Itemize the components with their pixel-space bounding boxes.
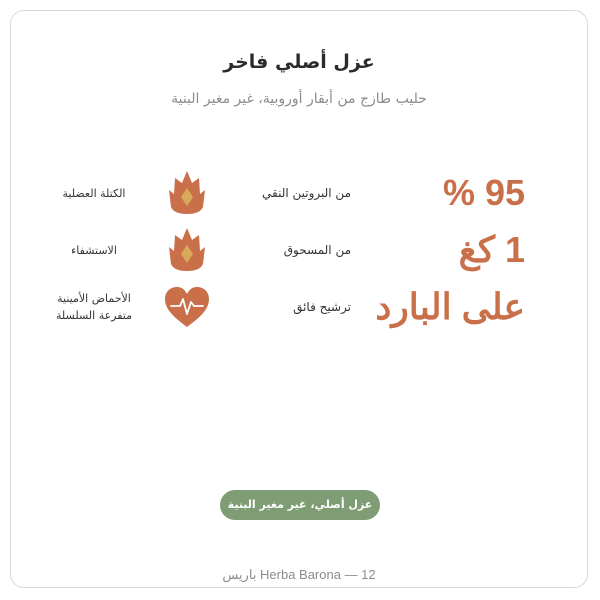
feature-value: 95 % xyxy=(442,172,525,213)
feature-benefit-line: متفرعة السلسلة xyxy=(55,309,133,322)
feature-row-powder xyxy=(11,220,589,280)
quality-badge: عزل أصلي، غير مغير البنية xyxy=(220,490,380,520)
feature-detail: من المسحوق xyxy=(283,243,351,257)
heart-pulse-icon xyxy=(161,281,213,333)
feature-detail: ترشيح فائق xyxy=(293,300,351,314)
page-subtitle: حليب طازج من أبقار أوروبية، غير مغير البنية xyxy=(171,91,427,107)
flame-icon xyxy=(161,224,213,276)
feature-detail: من البروتين النقي xyxy=(262,186,351,200)
feature-row-filtration xyxy=(11,277,589,337)
feature-benefit: الاستشفاء xyxy=(71,243,117,257)
feature-benefit xyxy=(39,277,149,337)
feature-value: 1 كغ xyxy=(458,229,525,270)
footer-text: Herba Barona — 12 باريس xyxy=(222,567,376,582)
feature-row-protein xyxy=(11,163,589,223)
feature-value: على البارد xyxy=(375,286,525,327)
feature-benefit: الكتلة العضلية xyxy=(62,186,126,200)
page-title: عزل أصلي فاخر xyxy=(223,51,375,73)
feature-benefit-line: الأحماض الأمينية xyxy=(57,292,131,305)
flame-icon xyxy=(161,167,213,219)
product-card xyxy=(10,10,588,588)
